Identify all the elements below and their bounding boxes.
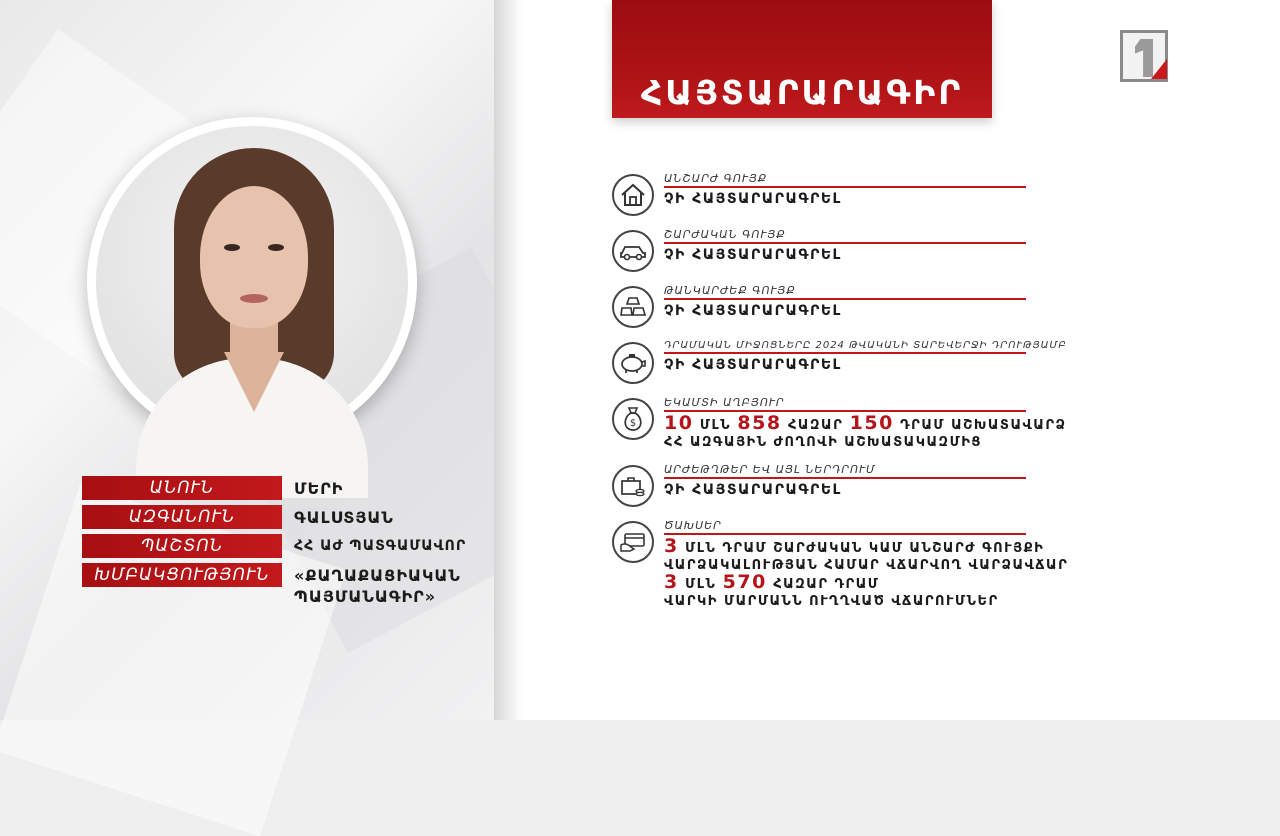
faction-label: ԽՄԲԱԿՑՈՒԹՅՈՒՆ — [82, 563, 282, 587]
expense-unit: ՄԼՆ — [685, 577, 717, 592]
portrait-photo — [96, 126, 408, 438]
faction-value: «ՔԱՂԱՔԱՑԻԱԿԱՆ ՊԱՅՄԱՆԱԳԻՐ» — [294, 566, 461, 606]
expense-number: 3 — [664, 535, 679, 557]
entry-value: ՉԻ ՀԱՅՏԱՐԱՐԱԳՐԵԼ — [664, 303, 842, 319]
position-value: ՀՀ ԱԺ ՊԱՏԳԱՄԱՎՈՐ — [294, 538, 467, 554]
expense-number: 570 — [722, 571, 767, 593]
portrait-face — [200, 186, 308, 328]
person-info-table — [82, 476, 502, 612]
income-number: 10 — [664, 412, 694, 434]
house-icon — [612, 174, 654, 216]
expense-unit: ՀԱԶԱՐ ԴՐԱՄ — [773, 577, 880, 592]
card-payment-icon — [612, 521, 654, 563]
gold-bars-icon — [612, 286, 654, 328]
entry-value: ՉԻ ՀԱՅՏԱՐԱՐԱԳՐԵԼ — [664, 357, 842, 373]
expense-text: ՎԱՐԿԻ ՄԱՐՄԱՆՆ ՈՒՂՂՎԱԾ ՎՃԱՐՈՒՄՆԵՐ — [664, 594, 999, 609]
entry-label: ԴՐԱՄԱԿԱՆ ՄԻՋՈՑՆԵՐԸ 2024 ԹՎԱԿԱՆԻ ՏԱՐԵՎԵՐՋԻ ԴՐՈՒԹՅԱՄԲ — [664, 340, 1026, 354]
entry-value: ՉԻ ՀԱՅՏԱՐԱՐԱԳՐԵԼ — [664, 247, 842, 263]
title-banner — [612, 0, 992, 118]
entry-label: ԹԱՆԿԱՐԺԵՔ ԳՈՒՅՔ — [664, 284, 1026, 300]
entry-expenses — [612, 519, 1142, 610]
income-source-line: ՀՀ ԱԶԳԱՅԻՆ ԺՈՂՈՎԻ ԱՇԽԱՏԱԿԱԶՄԻՑ — [664, 435, 982, 450]
expenses-value — [664, 535, 1142, 610]
entry-label: ԵԿԱՄՏԻ ԱՂԲՅՈՒՐ — [664, 396, 1026, 412]
piggy-bank-icon — [612, 342, 654, 384]
entry-label: ԱՆՇԱՐԺ ԳՈՒՅՔ — [664, 172, 1026, 188]
profile-panel — [0, 0, 494, 720]
channel-1-logo — [1120, 30, 1168, 82]
income-unit: ՀԱԶԱՐ — [787, 418, 844, 433]
briefcase-icon — [612, 465, 654, 507]
surname-label: ԱԶԳԱՆՈՒՆ — [82, 505, 282, 529]
income-unit: ԴՐԱՄ ԱՇԽԱՏԱՎԱՐՁ — [900, 418, 1067, 433]
entry-valuables — [612, 284, 1142, 328]
portrait-eye — [224, 244, 240, 251]
svg-text:$: $ — [629, 418, 637, 429]
info-row-surname — [82, 505, 502, 529]
income-number: 858 — [737, 412, 782, 434]
entry-label: ԱՐԺԵԹՂԹԵՐ ԵՎ ԱՅԼ ՆԵՐԴՐՈՒՄ — [664, 463, 1026, 479]
panel-divider-shadow — [494, 0, 522, 720]
expense-text: ՎԱՐՁԱԿԱԼՈՒԹՅԱՆ ՀԱՄԱՐ ՎՃԱՐՎՈՂ ՎԱՐՁԱՎՃԱՐ — [664, 558, 1069, 573]
income-value — [664, 412, 1142, 451]
logo-red-corner — [1151, 59, 1167, 79]
portrait-lips — [240, 294, 268, 303]
entry-value: ՉԻ ՀԱՅՏԱՐԱՐԱԳՐԵԼ — [664, 482, 842, 498]
info-row-position — [82, 534, 502, 558]
entry-label: ԾԱԽՍԵՐ — [664, 519, 1026, 535]
name-label: ԱՆՈՒՆ — [82, 476, 282, 500]
position-label: ՊԱՇՏՈՆ — [82, 534, 282, 558]
portrait-frame — [87, 117, 417, 447]
declaration-list — [612, 172, 1142, 622]
entry-real-estate — [612, 172, 1142, 216]
income-number: 150 — [849, 412, 894, 434]
money-bag-icon — [612, 398, 654, 440]
entry-securities — [612, 463, 1142, 507]
entry-value: ՉԻ ՀԱՅՏԱՐԱՐԱԳՐԵԼ — [664, 191, 842, 207]
info-row-name — [82, 476, 502, 500]
declaration-panel — [494, 0, 1280, 720]
surname-value: ԳԱԼՍՏՅԱՆ — [294, 508, 394, 527]
income-unit: ՄԼՆ — [699, 418, 732, 433]
page-title: ՀԱՅՏԱՐԱՐԱԳԻՐ — [640, 73, 964, 112]
portrait-eye — [268, 244, 284, 251]
entry-cash-funds — [612, 340, 1142, 384]
expense-text: ՄԼՆ ԴՐԱՄ ՇԱՐԺԱԿԱՆ ԿԱՄ ԱՆՇԱՐԺ ԳՈՒՅՔԻ — [685, 541, 1045, 556]
entry-income-source — [612, 396, 1142, 451]
name-value: ՄԵՐԻ — [294, 479, 344, 498]
logo-numeral — [1135, 39, 1153, 77]
car-icon — [612, 230, 654, 272]
entry-label: ՇԱՐԺԱԿԱՆ ԳՈՒՅՔ — [664, 228, 1026, 244]
info-row-faction — [82, 563, 502, 607]
expense-number: 3 — [664, 571, 679, 593]
entry-movable-property — [612, 228, 1142, 272]
